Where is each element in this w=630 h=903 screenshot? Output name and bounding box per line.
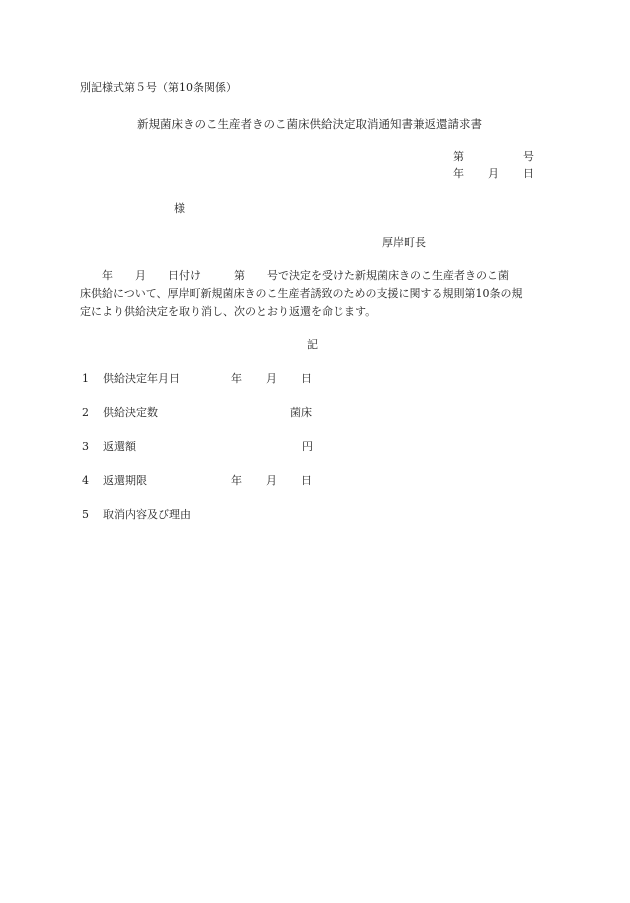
doc-number-suffix: 号 [523, 150, 534, 163]
form-label: 別記様式第５号（第10条関係） [80, 81, 237, 94]
item-label: 供給決定数 [103, 406, 158, 419]
ki-heading: 記 [307, 338, 318, 351]
item-year: 年 [231, 474, 242, 487]
issuer-name: 厚岸町長 [382, 236, 426, 249]
doc-date-day: 日 [523, 167, 534, 180]
item-number: 3 [82, 440, 89, 453]
item-number: 5 [82, 508, 89, 521]
item-label: 取消内容及び理由 [103, 508, 191, 521]
body-line: 床供給について、厚岸町新規菌床きのこ生産者誘致のための支援に関する規則第10条の規 [80, 287, 523, 300]
item-day: 日 [301, 372, 312, 385]
body-paragraph [80, 267, 552, 321]
item-number: 1 [82, 372, 89, 385]
item-year: 年 [231, 372, 242, 385]
body-line: 定により供給決定を取り消し、次のとおり返還を命じます。 [80, 305, 377, 318]
doc-number-prefix: 第 [453, 150, 464, 163]
item-label: 返還期限 [103, 474, 147, 487]
doc-date-month: 月 [488, 167, 499, 180]
item-month: 月 [266, 474, 277, 487]
doc-date-year: 年 [453, 167, 464, 180]
item-unit: 菌床 [290, 406, 312, 419]
item-number: 4 [82, 474, 89, 487]
item-label: 返還額 [103, 440, 136, 453]
item-unit: 円 [302, 440, 313, 453]
body-line: 年 月 日付け 第 号で決定を受けた新規菌床きのこ生産者きのこ菌 [80, 269, 509, 282]
document-title: 新規菌床きのこ生産者きのこ菌床供給決定取消通知書兼返還請求書 [137, 117, 482, 131]
addressee-honorific: 様 [174, 202, 185, 215]
item-month: 月 [266, 372, 277, 385]
item-number: 2 [82, 406, 89, 419]
item-label: 供給決定年月日 [103, 372, 180, 385]
item-day: 日 [301, 474, 312, 487]
